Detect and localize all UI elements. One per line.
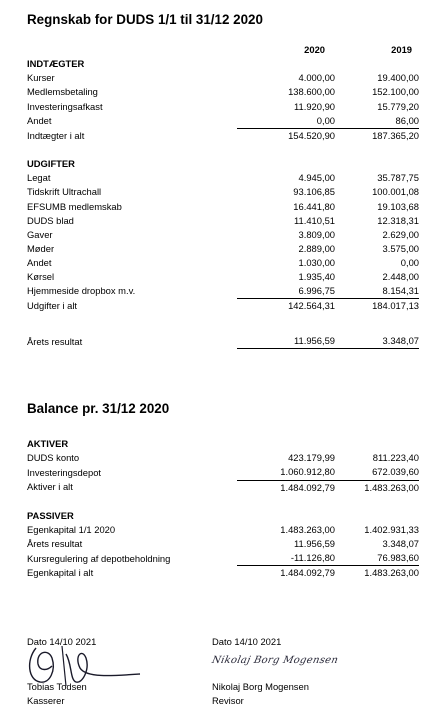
value-2020: 0,00 <box>237 114 335 129</box>
value-2020: 4.945,00 <box>298 172 335 184</box>
table-row <box>27 551 419 566</box>
table-row <box>27 451 419 465</box>
value-2019: 1.402.931,33 <box>364 524 419 536</box>
value-2020: -11.126,80 <box>237 551 335 566</box>
row-label: DUDS blad <box>27 214 74 226</box>
expenses-total-row <box>27 299 419 314</box>
row-label: Indtægter i alt <box>27 129 85 141</box>
liabilities-total-row <box>27 566 419 581</box>
value-2019: 12.318,31 <box>377 214 419 226</box>
row-label: EFSUMB medlemskab <box>27 200 122 212</box>
signature-role-left: Kasserer <box>27 695 65 706</box>
value-2020: 1.030,00 <box>298 256 335 268</box>
signature-date-right: Dato 14/10 2021 <box>212 636 282 647</box>
table-row <box>27 85 419 99</box>
income-total-row <box>27 128 419 143</box>
signature-name-right: Nikolaj Borg Mogensen <box>212 681 309 692</box>
results-title: Regnskab for DUDS 1/1 til 31/12 2020 <box>27 12 263 27</box>
value-2020: 1.484.092,79 <box>280 481 335 493</box>
value-2019: 35.787,75 <box>377 172 419 184</box>
income-heading-row <box>27 57 419 71</box>
value-2020: 1.484.092,79 <box>280 567 335 579</box>
value-2020: 11.956,59 <box>237 334 335 349</box>
table-row <box>27 185 419 199</box>
value-2019: 15.779,20 <box>377 100 419 112</box>
signature-role-right: Revisor <box>212 695 244 706</box>
table-row <box>27 523 419 537</box>
year-header-previous: 2019 <box>391 44 412 55</box>
value-2019: 2.448,00 <box>382 271 419 282</box>
assets-heading-row <box>27 437 419 451</box>
value-2020: 2.889,00 <box>298 242 335 254</box>
row-label: Andet <box>27 256 52 268</box>
table-row <box>27 228 419 242</box>
table-row <box>27 537 419 551</box>
signature-name-left: Tobias Todsen <box>27 681 87 692</box>
value-2020: 142.564,31 <box>288 300 335 312</box>
row-label: Udgifter i alt <box>27 299 78 311</box>
value-2019: 1.483.263,00 <box>364 481 419 493</box>
table-row <box>27 270 419 284</box>
liabilities-heading: PASSIVER <box>27 509 74 521</box>
value-2019: 184.017,13 <box>372 300 419 312</box>
table-row <box>27 100 419 114</box>
value-2020: 16.441,80 <box>293 200 335 212</box>
spacer-row <box>27 313 419 334</box>
row-label: Investeringsafkast <box>27 100 103 112</box>
value-2020: 154.520,90 <box>288 129 335 141</box>
value-2020: 11.920,90 <box>293 100 335 112</box>
value-2020: 138.600,00 <box>288 86 335 98</box>
table-row <box>27 71 419 85</box>
row-label: Årets resultat <box>27 538 83 550</box>
table-row <box>27 465 419 480</box>
row-label: DUDS konto <box>27 452 80 464</box>
year-header-current: 2020 <box>304 44 325 55</box>
row-label: Andet <box>27 114 52 126</box>
balance-title: Balance pr. 31/12 2020 <box>27 401 170 416</box>
value-2019: 187.365,20 <box>372 129 419 141</box>
value-2019: 76.983,60 <box>335 551 419 566</box>
value-2019: 2.629,00 <box>382 228 419 240</box>
value-2019: 1.483.263,00 <box>364 567 419 579</box>
handwritten-signature-right: Nikolaj Borg Mogensen <box>210 655 340 666</box>
table-row <box>27 242 419 256</box>
row-label: Egenkapital i alt <box>27 567 94 579</box>
row-label: Kursregulering af depotbeholdning <box>27 552 171 564</box>
row-label: Tidskrift Ultrachall <box>27 186 102 198</box>
expenses-heading-row <box>27 157 419 171</box>
value-2019: 8.154,31 <box>335 284 419 299</box>
table-row <box>27 171 419 185</box>
value-2020: 11.956,59 <box>293 538 335 550</box>
value-2019: 3.575,00 <box>382 242 419 254</box>
table-row <box>27 214 419 228</box>
row-label: Hjemmeside dropbox m.v. <box>27 285 136 297</box>
value-2019: 86,00 <box>335 114 419 129</box>
value-2020: 93.106,85 <box>293 186 335 198</box>
row-label: Kørsel <box>27 271 55 282</box>
value-2019: 3.348,07 <box>382 538 419 550</box>
spacer-row <box>27 495 419 509</box>
value-2020: 3.809,00 <box>298 228 335 240</box>
assets-total-row <box>27 480 419 495</box>
signature-date-left: Dato 14/10 2021 <box>27 636 97 647</box>
value-2019: 811.223,40 <box>372 452 419 464</box>
value-2019: 152.100,00 <box>372 86 419 98</box>
value-2020: 1.060.912,80 <box>237 465 335 480</box>
expenses-heading: UDGIFTER <box>27 158 75 170</box>
table-row <box>27 284 419 299</box>
row-label: Møder <box>27 242 55 254</box>
row-label: Kurser <box>27 72 55 84</box>
value-2019: 19.400,00 <box>377 72 419 84</box>
row-label: Legat <box>27 172 51 184</box>
row-label: Gaver <box>27 228 53 240</box>
row-label: Aktiver i alt <box>27 481 73 493</box>
assets-heading: AKTIVER <box>27 438 69 450</box>
value-2020: 6.996,75 <box>237 284 335 299</box>
table-row <box>27 256 419 270</box>
result-row <box>27 334 419 349</box>
value-2019: 0,00 <box>400 256 419 268</box>
row-label: Egenkapital 1/1 2020 <box>27 524 116 536</box>
balance-table <box>27 437 419 581</box>
liabilities-heading-row <box>27 509 419 523</box>
value-2019: 19.103,68 <box>377 200 419 212</box>
value-2020: 11.410,51 <box>293 214 335 226</box>
row-label: Årets resultat <box>27 335 83 347</box>
income-heading: INDTÆGTER <box>27 58 85 70</box>
row-label: Medlemsbetaling <box>27 86 98 98</box>
value-2019: 3.348,07 <box>335 334 419 349</box>
value-2020: 423.179,99 <box>288 452 335 464</box>
value-2019: 672.039,60 <box>335 465 419 480</box>
value-2019: 100.001,08 <box>372 186 419 198</box>
table-row <box>27 200 419 214</box>
value-2020: 1.935,40 <box>298 271 335 282</box>
value-2020: 1.483.263,00 <box>280 524 335 536</box>
table-row <box>27 114 419 129</box>
spacer-row <box>27 143 419 157</box>
income-statement-table <box>27 57 419 349</box>
row-label: Investeringsdepot <box>27 466 102 478</box>
value-2020: 4.000,00 <box>298 72 335 84</box>
